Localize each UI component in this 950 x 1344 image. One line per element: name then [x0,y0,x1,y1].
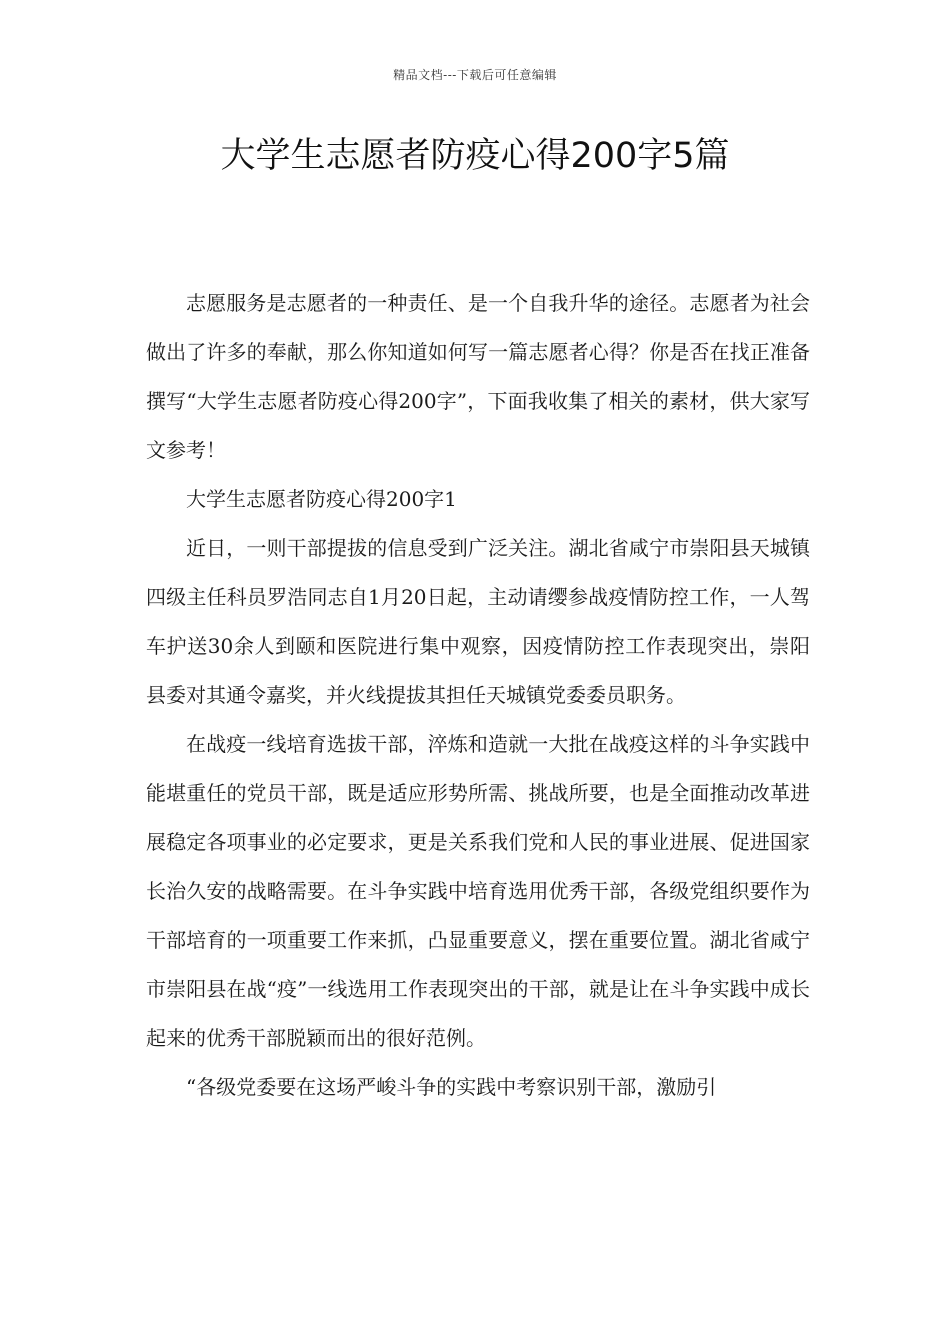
header-note: 精品文档---下载后可任意编辑 [393,68,557,82]
section-heading: 大学生志愿者防疫心得200字1 [186,487,457,511]
document-title: 大学生志愿者防疫心得200字5篇 [220,136,730,176]
body-paragraph: 近日，一则干部提拔的信息受到广泛关注。湖北省咸宁市崇阳县天城镇四级主任科员罗浩同志自1月20日起，主动请缨参战疫情防控工作，一人驾车护送30余人到颐和医院进行集中观察，因疫情防控工作表现突出，崇阳县委对其通令嘉奖，并火线提拔其担任天城镇党委委员职务。 [146,536,810,707]
body-paragraph: 在战疫一线培育选拔干部，淬炼和造就一大批在战疫这样的斗争实践中能堪重任的党员干部，既是适应形势所需、挑战所要，也是全面推动改革进展稳定各项事业的必定要求，更是关系我们党和人民的事业进展、促进国家长治久安的战略需要。在斗争实践中培育选用优秀干部，各级党组织要作为干部培育的一项重要工作来抓，凸显重要意义，摆在重要位置。湖北省咸宁市崇阳县在战“疫”一线选用工作表现突出的干部，就是让在斗争实践中成长起来的优秀干部脱颖而出的很好范例。 [146,732,810,1050]
intro-paragraph: 志愿服务是志愿者的一种责任、是一个自我升华的途径。志愿者为社会做出了许多的奉献，那么你知道如何写一篇志愿者心得？你是否在找正准备撰写“大学生志愿者防疫心得200字”，下面我收集了相关的素材，供大家写文参考！ [146,291,810,462]
document-body [146,279,810,1112]
body-paragraph: “各级党委要在这场严峻斗争的实践中考察识别干部，激励引 [186,1075,717,1099]
